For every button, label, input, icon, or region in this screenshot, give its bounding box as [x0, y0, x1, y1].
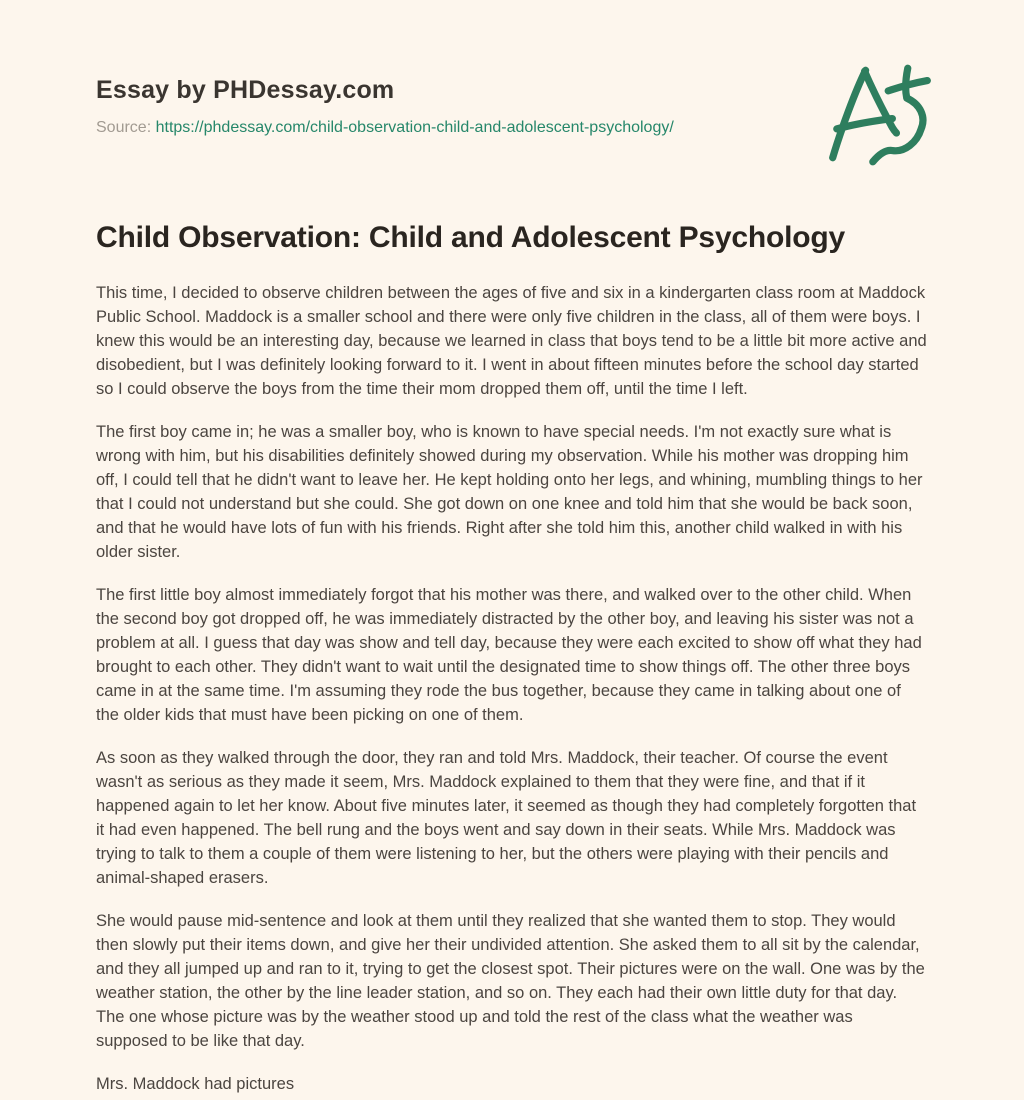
essay-paragraph: The first boy came in; he was a smaller boy, who is known to have special needs. I'm not exactly sure what is wrong with him, but his disabilities definitely showed during my observation. While his mother was dropping him off, I could tell that he didn't want to leave her. He kept holding onto her legs, and whining, mumbling things to her that I could not understand but she could. She got down on one knee and told him that she would be back soon, and that he would have lots of fun with his friends. Right after she told him this, another child walked in with his older sister.	[96, 423, 923, 561]
brand-title: Essay by PHDessay.com	[96, 76, 395, 104]
essay-title: Child Observation: Child and Adolescent Psychology	[96, 221, 845, 254]
essay-paragraph: The first little boy almost immediately forgot that his mother was there, and walked over to the other child. When the second boy got dropped off, he was immediately distracted by the other boy, and leaving his sister was not a problem at all. I guess that day was show and tell day, because they were each excited to show off what they had brought to each other. They didn't want to wait until the designated time to show things off. The other three boys came in at the same time. I'm assuming they rode the bus together, because they came in talking about one of the older kids that must have been picking on one of them.	[96, 586, 922, 724]
essay-body	[96, 281, 928, 1096]
source-link[interactable]: https://phdessay.com/child-observation-child-and-adolescent-psychology/	[155, 119, 674, 136]
source-label: Source:	[96, 119, 152, 136]
essay-paragraph: Mrs. Maddock had pictures	[96, 1075, 295, 1093]
essay-paragraph: As soon as they walked through the door, they ran and told Mrs. Maddock, their teacher. Of course the event wasn't as serious as they made it seem, Mrs. Maddock explained to them that they were fine, and that if it happened again to let her know. About five minutes later, it seemed as though they had completely forgotten that it had even happened. The bell rung and the boys went and say down in their seats. While Mrs. Maddock was trying to talk to them a couple of them were listening to her, but the others were playing with their pencils and animal-shaped erasers.	[96, 749, 917, 887]
essay-paragraph: This time, I decided to observe children between the ages of five and six in a kindergarten class room at Maddock Public School. Maddock is a smaller school and there were only five children in the class, all of them were boys. I knew this would be an interesting day, because we learned in class that boys tend to be a little bit more active and disobedient, but I was definitely looking forward to it. I went in about fifteen minutes before the school day started so I could observe the boys from the time their mom dropped them off, until the time I left.	[96, 284, 927, 398]
source-row	[96, 119, 928, 137]
essay-paragraph: She would pause mid-sentence and look at them until they realized that she wanted them to stop. They would then slowly put their items down, and give her their undivided attention. She asked them to all sit by the calendar, and they all jumped up and ran to it, trying to get the closest spot. Their pictures were on the wall. One was by the weather station, the other by the line leader station, and so on. They each had their own little duty for that day. The one whose picture was by the weather stood up and told the rest of the class what the weather was supposed to be like that day.	[96, 912, 925, 1050]
phdessay-a-plus-logo-icon	[828, 60, 932, 168]
